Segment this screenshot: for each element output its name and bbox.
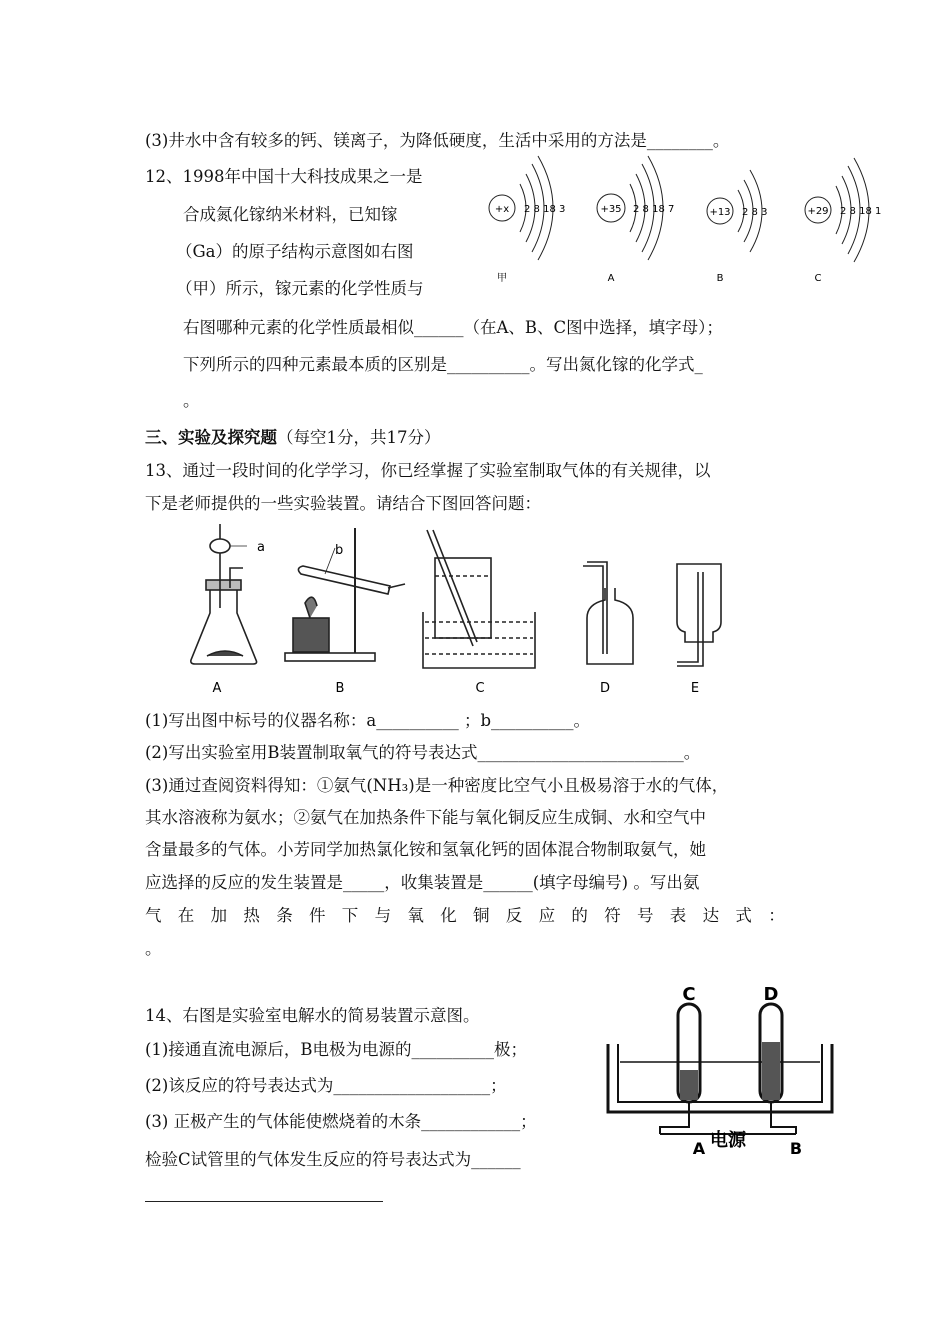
q14-intro: 14、右图是实验室电解水的简易装置示意图。 [145, 1006, 480, 1025]
apparatus-label-c: C [475, 681, 485, 696]
alcohol-lamp [293, 618, 329, 652]
q13-3a: (3)通过查阅资料得知：①氨气(NH₃)是一种密度比空气小且极易溶于水的气体， [145, 776, 729, 795]
mark-a: a [257, 540, 265, 555]
tube-c-label: C [682, 984, 696, 1005]
bottle-d [587, 588, 633, 664]
q13-3f: 。 [145, 939, 162, 958]
q11-3-text: (3)井水中含有较多的钙、镁离子，为降低硬度，生活中采用的方法是________。 [145, 131, 730, 150]
power-source-label: 电源 [710, 1130, 746, 1151]
q14-4: 检验C试管里的气体发生反应的符号表达式为______ [145, 1150, 521, 1169]
apparatus-label-a: A [212, 681, 222, 696]
atom-a-electrons: 2 8 18 7 [633, 204, 675, 215]
q13-2: (2)写出实验室用B装置制取氧气的符号表达式_________________________。 [145, 743, 701, 762]
section3-heading [145, 428, 441, 448]
atom-b-nucleus: +13 [709, 207, 731, 218]
q13-3e: 气在加热条件下与氧化铜反应的符号表达式： [145, 906, 801, 925]
q13-3b: 其水溶液称为氨水；②氨气在加热条件下能与氧化铜反应生成铜、水和空气中 [145, 808, 706, 827]
electrolysis-apparatus [600, 982, 840, 1162]
separatory-funnel [210, 539, 230, 553]
apparatus-label-d: D [599, 681, 611, 696]
atom-c-nucleus: +29 [807, 206, 829, 217]
atom-jia-nucleus: +x [494, 204, 510, 215]
trough [423, 612, 535, 668]
atom-c-electrons: 2 8 18 1 [840, 206, 882, 217]
atom-b-electrons: 2 8 3 [742, 207, 768, 218]
test-tube-b [298, 566, 390, 594]
apparatus-label-e: E [690, 681, 700, 696]
q13-intro: 13、通过一段时间的化学学习，你已经掌握了实验室制取气体的有关规律，以 [145, 461, 711, 480]
atom-b-label: B [716, 273, 724, 284]
q13-3d: 应选择的反应的发生装置是_____，收集装置是______(填字母编号) 。写出氨 [145, 873, 700, 892]
q12-question1: 右图哪种元素的化学性质最相似______（在A、B、C图中选择，填字母）； [183, 318, 723, 337]
q12-intro: 12、1998年中国十大科技成果之一是 [145, 167, 423, 186]
q14-2: (2)该反应的符号表达式为___________________； [145, 1076, 507, 1095]
tube-d-label: D [763, 984, 779, 1005]
atom-a-label: A [607, 273, 615, 284]
atom-a-nucleus: +35 [600, 204, 622, 215]
atom-jia-label: 甲 [497, 273, 507, 284]
q13-intro2: 下是老师提供的一些实验装置。请结合下图回答问题： [145, 494, 541, 513]
mark-b: b [335, 543, 344, 558]
q12-question2: 下列所示的四种元素最本质的区别是__________。写出氮化镓的化学式_ [183, 355, 703, 374]
q14-1: (1)接通直流电源后，B电极为电源的__________极； [145, 1040, 527, 1059]
lab-apparatus [185, 518, 745, 698]
q12-end: 。 [183, 391, 200, 410]
q12-line4: （甲）所示，镓元素的化学性质与 [176, 279, 424, 298]
q12-line3: （Ga）的原子结构示意图如右图 [176, 242, 414, 261]
atom-diagrams [480, 150, 900, 290]
q14-3: (3) 正极产生的气体能使燃烧着的木条____________； [145, 1112, 537, 1131]
q13-3c: 含量最多的气体。小芳同学加热氯化铵和氢氧化钙的固体混合物制取氨气，她 [145, 840, 706, 859]
q13-1: (1)写出图中标号的仪器名称：a__________ ；b__________。 [145, 711, 591, 730]
section3-scoring: （每空1分，共17分） [277, 428, 441, 447]
bottle-e [677, 564, 721, 642]
answer-blank-line [145, 1201, 383, 1202]
section3-title: 三、实验及探究题 [145, 428, 277, 447]
apparatus-label-b: B [335, 681, 345, 696]
q12-line2: 合成氮化镓纳米材料，已知镓 [183, 205, 398, 224]
atom-jia-electrons: 2 8 18 3 [524, 204, 566, 215]
atom-c-label: C [814, 273, 822, 284]
pole-b-label: B [789, 1139, 803, 1158]
pole-a-label: A [692, 1139, 706, 1158]
